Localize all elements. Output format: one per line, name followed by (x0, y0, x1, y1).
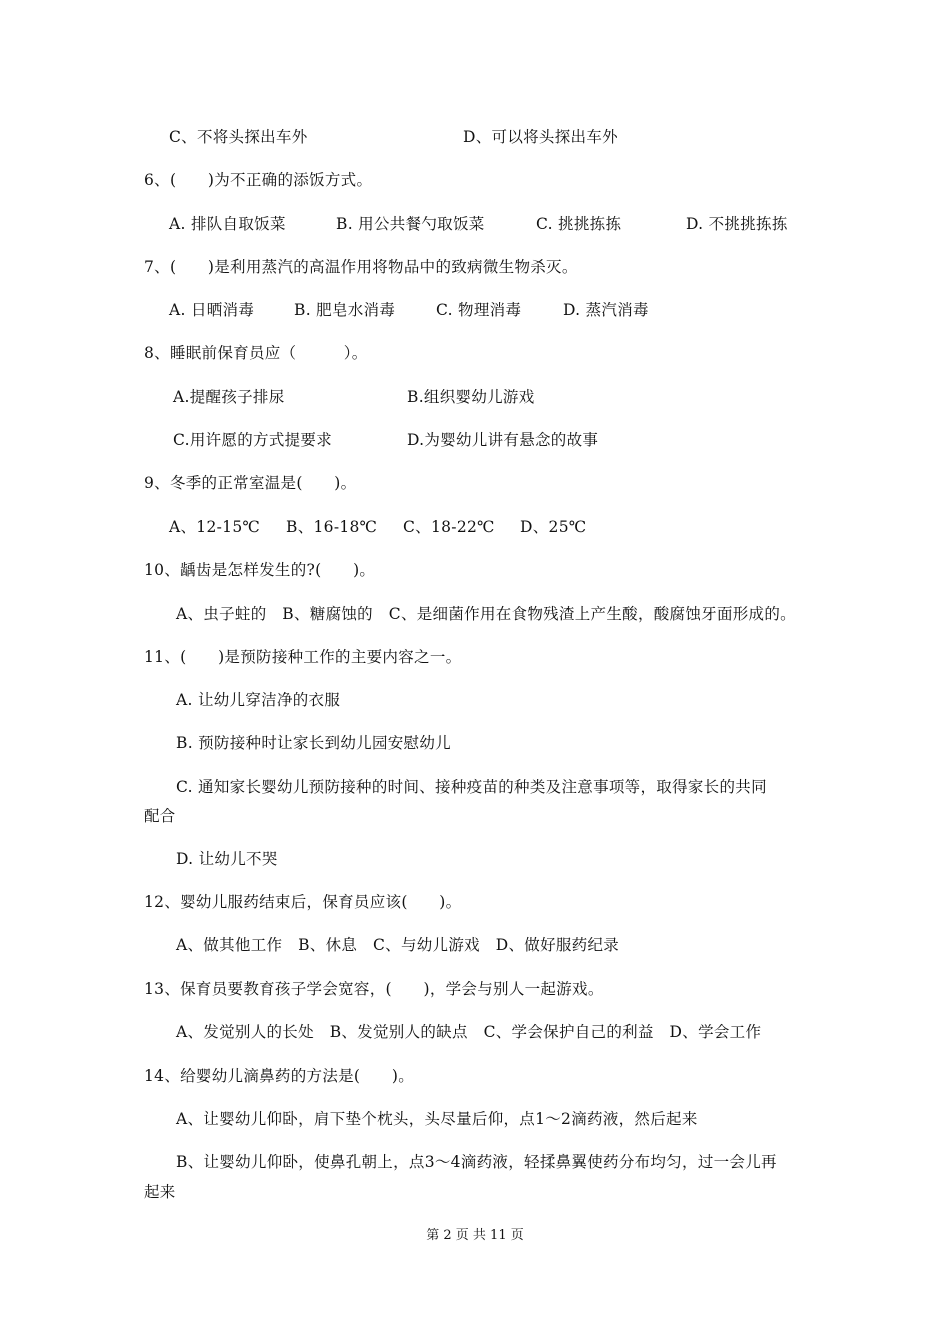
q5-option-c: C、不将头探出车外 (169, 128, 308, 146)
q8-option-c: C.用许愿的方式提要求 (173, 431, 333, 449)
q11-option-d: D. 让幼儿不哭 (176, 850, 278, 868)
q9-option-c: C、18-22℃ (403, 518, 495, 536)
q12-options: A、做其他工作 B、休息 C、与幼儿游戏 D、做好服药纪录 (176, 936, 620, 954)
q6-option-b: B. 用公共餐勺取饭菜 (336, 215, 485, 233)
q13-options: A、发觉别人的长处 B、发觉别人的缺点 C、学会保护自己的利益 D、学会工作 (176, 1023, 762, 1041)
q9-option-a: A、12-15℃ (169, 518, 261, 536)
question-6: 6、( )为不正确的添饭方式。 (144, 171, 373, 189)
question-14: 14、给婴幼儿滴鼻药的方法是( )。 (144, 1067, 415, 1085)
q8-option-d: D.为婴幼儿讲有悬念的故事 (407, 431, 599, 449)
q7-option-d: D. 蒸汽消毒 (563, 301, 649, 319)
question-9: 9、冬季的正常室温是( )。 (144, 474, 357, 492)
question-10: 10、龋齿是怎样发生的?( )。 (144, 561, 376, 579)
q8-option-b: B.组织婴幼儿游戏 (407, 388, 535, 406)
q11-option-c: C. 通知家长婴幼儿预防接种的时间、接种疫苗的种类及注意事项等，取得家长的共同 (176, 778, 767, 796)
question-8: 8、睡眠前保育员应（ ）。 (144, 344, 368, 362)
q5-option-d: D、可以将头探出车外 (463, 128, 618, 146)
q10-options: A、虫子蛀的 B、糖腐蚀的 C、是细菌作用在食物残渣上产生酸，酸腐蚀牙面形成的。 (176, 605, 796, 623)
question-7: 7、( )是利用蒸汽的高温作用将物品中的致病微生物杀灭。 (144, 258, 578, 276)
q14-option-a: A、让婴幼儿仰卧，肩下垫个枕头，头尽量后仰，点1～2滴药液，然后起来 (176, 1110, 698, 1128)
page-number-footer: 第 2 页 共 11 页 (426, 1228, 524, 1243)
q9-option-d: D、25℃ (520, 518, 587, 536)
q7-option-a: A. 日晒消毒 (169, 301, 255, 319)
q11-option-a: A. 让幼儿穿洁净的衣服 (176, 691, 341, 709)
question-11: 11、( )是预防接种工作的主要内容之一。 (144, 648, 462, 666)
q6-option-c: C. 挑挑拣拣 (536, 215, 622, 233)
q11-option-b: B. 预防接种时让家长到幼儿园安慰幼儿 (176, 734, 451, 752)
q6-option-d: D. 不挑挑拣拣 (686, 215, 788, 233)
q8-option-a: A.提醒孩子排尿 (173, 388, 285, 406)
q14-option-b: B、让婴幼儿仰卧，使鼻孔朝上，点3～4滴药液，轻揉鼻翼使药分布均匀，过一会儿再 (176, 1153, 777, 1171)
q7-option-b: B. 肥皂水消毒 (294, 301, 396, 319)
q14-option-b-continued: 起来 (144, 1183, 176, 1201)
question-12: 12、婴幼儿服药结束后，保育员应该( )。 (144, 893, 462, 911)
q9-option-b: B、16-18℃ (286, 518, 378, 536)
q6-option-a: A. 排队自取饭菜 (169, 215, 286, 233)
question-13: 13、保育员要教育孩子学会宽容，( )，学会与别人一起游戏。 (144, 980, 604, 998)
q7-option-c: C. 物理消毒 (436, 301, 522, 319)
q11-option-c-continued: 配合 (144, 807, 176, 825)
